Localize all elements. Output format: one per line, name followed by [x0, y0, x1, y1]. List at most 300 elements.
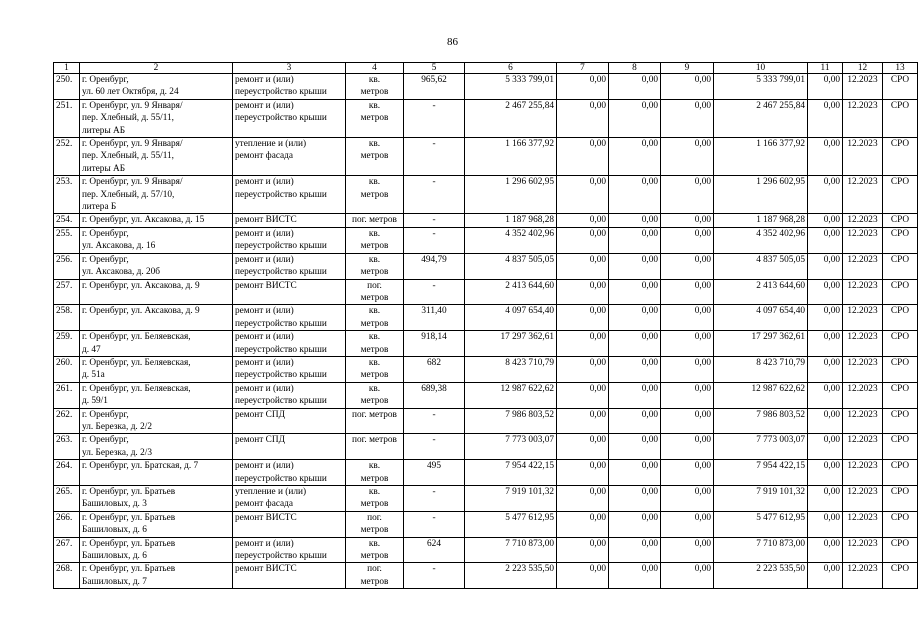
owner-funds-cell: 7 773 003,07 [714, 434, 808, 460]
address-cell [80, 382, 233, 408]
other-source-cell: 0,00 [661, 227, 714, 253]
work-type-cell-line: ремонт и (или) [235, 254, 294, 265]
address-cell [80, 460, 233, 486]
unit-cell-line: метров [360, 576, 389, 587]
work-type-cell-line: переустройство крыши [235, 113, 327, 124]
table-body [54, 63, 918, 589]
owner-funds-cell: 2 413 644,60 [714, 279, 808, 305]
unit-cell [346, 460, 404, 486]
unit-cell-line: пог. [367, 280, 382, 291]
method-cell: СРО [883, 74, 918, 100]
work-type-cell-line: утепление и (или) [235, 139, 307, 150]
work-type-cell-line: ремонт и (или) [235, 100, 294, 111]
fund-cell: 0,00 [557, 227, 609, 253]
unit-cell [346, 99, 404, 137]
method-cell: СРО [883, 434, 918, 460]
owner-funds-cell: 2 467 255,84 [714, 99, 808, 137]
address-cell [80, 537, 233, 563]
extra-cell: 0,00 [808, 563, 843, 589]
unit-cell-line: метров [360, 499, 389, 510]
unit-cell [346, 176, 404, 214]
budget-cell: 0,00 [609, 408, 661, 434]
address-cell [80, 434, 233, 460]
unit-cell-line: пог. [367, 512, 382, 523]
address-cell-line: пер. Хлебный, д. 55/11, [82, 151, 174, 162]
budget-cell: 0,00 [609, 305, 661, 331]
table-row [54, 176, 918, 214]
unit-cell-line: пог. метров [352, 215, 397, 226]
fund-cell: 0,00 [557, 511, 609, 537]
row-number: 254. [54, 214, 80, 227]
other-source-cell: 0,00 [661, 253, 714, 279]
address-cell [80, 253, 233, 279]
owner-funds-cell: 7 710 873,00 [714, 537, 808, 563]
work-type-cell-line: переустройство крыши [235, 267, 327, 278]
extra-cell: 0,00 [808, 214, 843, 227]
total-cost-cell: 7 919 101,32 [465, 486, 557, 512]
fund-cell: 0,00 [557, 305, 609, 331]
work-type-cell [233, 331, 346, 357]
column-header: 4 [346, 63, 404, 74]
owner-funds-cell: 7 954 422,15 [714, 460, 808, 486]
work-type-cell-line: ремонт СПД [235, 409, 285, 420]
table-row [54, 382, 918, 408]
unit-cell-line: кв. [368, 487, 381, 497]
unit-cell-line: кв. [368, 332, 381, 343]
total-cost-cell: 2 413 644,60 [465, 279, 557, 305]
unit-cell-line: метров [360, 525, 389, 536]
unit-cell [346, 331, 404, 357]
work-type-cell [233, 563, 346, 589]
other-source-cell: 0,00 [661, 486, 714, 512]
area-cell: - [404, 563, 465, 589]
extra-cell: 0,00 [808, 486, 843, 512]
total-cost-cell: 5 333 799,01 [465, 74, 557, 100]
deadline-cell: 12.2023 [843, 227, 883, 253]
column-header: 1 [54, 63, 80, 74]
row-number: 267. [54, 537, 80, 563]
deadline-cell: 12.2023 [843, 331, 883, 357]
address-cell-line: г. Оренбург, [82, 254, 129, 265]
deadline-cell: 12.2023 [843, 460, 883, 486]
unit-cell [346, 563, 404, 589]
extra-cell: 0,00 [808, 74, 843, 100]
address-cell-line: г. Оренбург, ул. Братьев [82, 487, 176, 497]
area-cell: 311,40 [404, 305, 465, 331]
address-cell-line: д. 47 [82, 344, 101, 355]
extra-cell: 0,00 [808, 138, 843, 176]
work-type-cell-line: ремонт фасада [235, 151, 294, 162]
work-type-cell [233, 356, 346, 382]
method-cell: СРО [883, 563, 918, 589]
table-row [54, 537, 918, 563]
total-cost-cell: 12 987 622,62 [465, 382, 557, 408]
total-cost-cell: 7 710 873,00 [465, 537, 557, 563]
address-cell-line: ул. Аксакова, д. 16 [82, 241, 156, 252]
other-source-cell: 0,00 [661, 356, 714, 382]
address-cell [80, 74, 233, 100]
owner-funds-cell: 2 223 535,50 [714, 563, 808, 589]
address-cell-line: литера Б [82, 202, 117, 213]
deadline-cell: 12.2023 [843, 176, 883, 214]
row-number: 257. [54, 279, 80, 305]
work-type-cell-line: переустройство крыши [235, 344, 327, 355]
work-type-cell-line: утепление и (или) [235, 487, 307, 497]
area-cell: - [404, 99, 465, 137]
deadline-cell: 12.2023 [843, 74, 883, 100]
unit-cell-line: кв. [368, 75, 381, 85]
table-row [54, 74, 918, 100]
unit-cell [346, 486, 404, 512]
total-cost-cell: 17 297 362,61 [465, 331, 557, 357]
address-cell [80, 563, 233, 589]
fund-cell: 0,00 [557, 408, 609, 434]
other-source-cell: 0,00 [661, 563, 714, 589]
fund-cell: 0,00 [557, 563, 609, 589]
table-row [54, 434, 918, 460]
area-cell: 965,62 [404, 74, 465, 100]
total-cost-cell: 2 467 255,84 [465, 99, 557, 137]
budget-cell: 0,00 [609, 99, 661, 137]
budget-cell: 0,00 [609, 227, 661, 253]
unit-cell-line: пог. метров [352, 435, 397, 446]
address-cell [80, 138, 233, 176]
work-type-cell [233, 214, 346, 227]
other-source-cell: 0,00 [661, 138, 714, 176]
unit-cell-line: кв. [368, 357, 381, 368]
deadline-cell: 12.2023 [843, 382, 883, 408]
other-source-cell: 0,00 [661, 511, 714, 537]
address-cell [80, 176, 233, 214]
work-type-cell-line: ремонт и (или) [235, 75, 294, 85]
budget-cell: 0,00 [609, 563, 661, 589]
owner-funds-cell: 4 352 402,96 [714, 227, 808, 253]
table-row [54, 408, 918, 434]
area-cell: - [404, 138, 465, 176]
other-source-cell: 0,00 [661, 382, 714, 408]
column-header: 12 [843, 63, 883, 74]
method-cell: СРО [883, 227, 918, 253]
extra-cell: 0,00 [808, 356, 843, 382]
budget-cell: 0,00 [609, 537, 661, 563]
method-cell: СРО [883, 408, 918, 434]
row-number: 264. [54, 460, 80, 486]
work-type-cell-line: переустройство крыши [235, 473, 327, 484]
table-row [54, 227, 918, 253]
other-source-cell: 0,00 [661, 279, 714, 305]
address-cell-line: ул. Березка, д. 2/2 [82, 421, 152, 432]
deadline-cell: 12.2023 [843, 356, 883, 382]
budget-cell: 0,00 [609, 253, 661, 279]
work-type-cell-line: переустройство крыши [235, 189, 327, 200]
work-type-cell [233, 382, 346, 408]
deadline-cell: 12.2023 [843, 305, 883, 331]
table-row [54, 138, 918, 176]
budget-cell: 0,00 [609, 460, 661, 486]
fund-cell: 0,00 [557, 99, 609, 137]
unit-cell-line: метров [360, 551, 389, 562]
unit-cell-line: метров [360, 370, 389, 381]
other-source-cell: 0,00 [661, 74, 714, 100]
total-cost-cell: 1 166 377,92 [465, 138, 557, 176]
work-type-cell-line: ремонт и (или) [235, 332, 294, 343]
extra-cell: 0,00 [808, 279, 843, 305]
table-row [54, 279, 918, 305]
address-cell-line: ул. 60 лет Октября, д. 24 [82, 87, 179, 98]
address-cell-line: г. Оренбург, ул. 9 Января/ [82, 100, 183, 111]
total-cost-cell: 2 223 535,50 [465, 563, 557, 589]
method-cell: СРО [883, 537, 918, 563]
address-cell-line: г. Оренбург, ул. Аксакова, д. 9 [82, 306, 200, 317]
fund-cell: 0,00 [557, 382, 609, 408]
row-number: 265. [54, 486, 80, 512]
row-number: 255. [54, 227, 80, 253]
owner-funds-cell: 4 097 654,40 [714, 305, 808, 331]
unit-cell [346, 511, 404, 537]
unit-cell [346, 279, 404, 305]
budget-cell: 0,00 [609, 331, 661, 357]
budget-cell: 0,00 [609, 279, 661, 305]
method-cell: СРО [883, 305, 918, 331]
address-cell-line: пер. Хлебный, д. 57/10, [82, 189, 175, 200]
method-cell: СРО [883, 511, 918, 537]
work-type-cell-line: ремонт и (или) [235, 357, 294, 368]
unit-cell-line: метров [360, 473, 389, 484]
address-cell-line: Башиловых, д. 6 [82, 525, 147, 536]
unit-cell-line: метров [360, 344, 389, 355]
row-number: 268. [54, 563, 80, 589]
unit-cell [346, 214, 404, 227]
address-cell-line: г. Оренбург, ул. Беляевская, [82, 383, 191, 394]
unit-cell-line: метров [360, 151, 389, 162]
address-cell-line: г. Оренбург, ул. Беляевская, [82, 357, 191, 368]
owner-funds-cell: 1 187 968,28 [714, 214, 808, 227]
address-cell [80, 408, 233, 434]
column-header: 7 [557, 63, 609, 74]
total-cost-cell: 4 097 654,40 [465, 305, 557, 331]
table-row [54, 214, 918, 227]
owner-funds-cell: 1 296 602,95 [714, 176, 808, 214]
work-type-cell [233, 486, 346, 512]
unit-cell [346, 227, 404, 253]
unit-cell-line: кв. [368, 461, 381, 472]
work-type-cell-line: ремонт и (или) [235, 383, 294, 394]
owner-funds-cell: 17 297 362,61 [714, 331, 808, 357]
unit-cell [346, 537, 404, 563]
address-cell-line: г. Оренбург, ул. Беляевская, [82, 332, 191, 343]
work-type-cell [233, 74, 346, 100]
budget-cell: 0,00 [609, 486, 661, 512]
address-cell-line: г. Оренбург, [82, 435, 129, 446]
owner-funds-cell: 12 987 622,62 [714, 382, 808, 408]
work-type-cell [233, 460, 346, 486]
work-type-cell-line: переустройство крыши [235, 241, 327, 252]
budget-cell: 0,00 [609, 138, 661, 176]
row-number: 251. [54, 99, 80, 137]
row-number: 253. [54, 176, 80, 214]
work-type-cell-line: переустройство крыши [235, 318, 327, 329]
address-cell-line: Башиловых, д. 7 [82, 576, 147, 587]
unit-cell-line: метров [360, 241, 389, 252]
other-source-cell: 0,00 [661, 460, 714, 486]
budget-cell: 0,00 [609, 356, 661, 382]
method-cell: СРО [883, 356, 918, 382]
table-row [54, 99, 918, 137]
address-cell-line: г. Оренбург, ул. Аксакова, д. 15 [82, 215, 205, 226]
method-cell: СРО [883, 486, 918, 512]
work-type-cell [233, 511, 346, 537]
total-cost-cell: 1 296 602,95 [465, 176, 557, 214]
area-cell: 682 [404, 356, 465, 382]
fund-cell: 0,00 [557, 434, 609, 460]
address-cell [80, 511, 233, 537]
area-cell: - [404, 227, 465, 253]
table-row [54, 563, 918, 589]
work-type-cell-line: ремонт СПД [235, 435, 285, 446]
unit-cell-line: метров [360, 396, 389, 407]
other-source-cell: 0,00 [661, 176, 714, 214]
address-cell-line: г. Оренбург, ул. Братьев [82, 538, 176, 549]
extra-cell: 0,00 [808, 511, 843, 537]
fund-cell: 0,00 [557, 486, 609, 512]
unit-cell [346, 434, 404, 460]
deadline-cell: 12.2023 [843, 408, 883, 434]
method-cell: СРО [883, 176, 918, 214]
row-number: 256. [54, 253, 80, 279]
row-number: 252. [54, 138, 80, 176]
area-cell: 624 [404, 537, 465, 563]
extra-cell: 0,00 [808, 382, 843, 408]
table-row [54, 305, 918, 331]
unit-cell-line: метров [360, 318, 389, 329]
address-cell-line: г. Оренбург, ул. Аксакова, д. 9 [82, 280, 200, 291]
column-header: 6 [465, 63, 557, 74]
other-source-cell: 0,00 [661, 305, 714, 331]
extra-cell: 0,00 [808, 537, 843, 563]
capital-repair-table [53, 62, 918, 589]
area-cell: 689,38 [404, 382, 465, 408]
address-cell-line: ул. Березка, д. 2/3 [82, 447, 152, 458]
address-cell [80, 486, 233, 512]
address-cell-line: г. Оренбург, [82, 75, 129, 85]
unit-cell-line: метров [360, 113, 389, 124]
unit-cell-line: метров [360, 267, 389, 278]
unit-cell-line: пог. [367, 564, 382, 575]
extra-cell: 0,00 [808, 434, 843, 460]
table-row [54, 460, 918, 486]
unit-cell-line: метров [360, 87, 389, 98]
work-type-cell [233, 279, 346, 305]
method-cell: СРО [883, 253, 918, 279]
column-header: 11 [808, 63, 843, 74]
unit-cell [346, 138, 404, 176]
budget-cell: 0,00 [609, 511, 661, 537]
other-source-cell: 0,00 [661, 434, 714, 460]
address-cell [80, 356, 233, 382]
extra-cell: 0,00 [808, 305, 843, 331]
table-row [54, 331, 918, 357]
row-number: 262. [54, 408, 80, 434]
other-source-cell: 0,00 [661, 99, 714, 137]
work-type-cell-line: ремонт ВИСТС [235, 512, 297, 523]
budget-cell: 0,00 [609, 214, 661, 227]
work-type-cell-line: переустройство крыши [235, 551, 327, 562]
address-cell [80, 305, 233, 331]
unit-cell-line: кв. [368, 538, 381, 549]
extra-cell: 0,00 [808, 253, 843, 279]
area-cell: - [404, 279, 465, 305]
budget-cell: 0,00 [609, 176, 661, 214]
row-number: 250. [54, 74, 80, 100]
unit-cell-line: кв. [368, 100, 381, 111]
unit-cell [346, 253, 404, 279]
work-type-cell [233, 537, 346, 563]
unit-cell-line: кв. [368, 228, 381, 239]
address-cell-line: г. Оренбург, ул. Братская, д. 7 [82, 461, 199, 472]
table-row [54, 253, 918, 279]
column-header: 5 [404, 63, 465, 74]
fund-cell: 0,00 [557, 74, 609, 100]
area-cell: - [404, 434, 465, 460]
fund-cell: 0,00 [557, 331, 609, 357]
work-type-cell-line: ремонт и (или) [235, 306, 294, 317]
total-cost-cell: 4 352 402,96 [465, 227, 557, 253]
address-cell-line: ул. Аксакова, д. 20б [82, 267, 161, 278]
other-source-cell: 0,00 [661, 214, 714, 227]
total-cost-cell: 7 773 003,07 [465, 434, 557, 460]
total-cost-cell: 7 954 422,15 [465, 460, 557, 486]
extra-cell: 0,00 [808, 408, 843, 434]
row-number: 260. [54, 356, 80, 382]
unit-cell-line: пог. метров [352, 409, 397, 420]
work-type-cell-line: ремонт ВИСТС [235, 215, 297, 226]
other-source-cell: 0,00 [661, 537, 714, 563]
area-cell: - [404, 486, 465, 512]
work-type-cell [233, 176, 346, 214]
fund-cell: 0,00 [557, 253, 609, 279]
method-cell: СРО [883, 382, 918, 408]
column-header: 3 [233, 63, 346, 74]
budget-cell: 0,00 [609, 74, 661, 100]
method-cell: СРО [883, 331, 918, 357]
owner-funds-cell: 4 837 505,05 [714, 253, 808, 279]
address-cell-line: г. Оренбург, [82, 228, 129, 239]
total-cost-cell: 7 986 803,52 [465, 408, 557, 434]
work-type-cell-line: ремонт и (или) [235, 228, 294, 239]
address-cell-line: г. Оренбург, ул. Братьев [82, 564, 176, 575]
deadline-cell: 12.2023 [843, 99, 883, 137]
deadline-cell: 12.2023 [843, 434, 883, 460]
method-cell: СРО [883, 138, 918, 176]
work-type-cell [233, 227, 346, 253]
row-number: 259. [54, 331, 80, 357]
area-cell: 495 [404, 460, 465, 486]
address-cell-line: литеры АБ [82, 163, 126, 174]
table-header-row [54, 63, 918, 74]
address-cell-line: Башиловых, д. 3 [82, 499, 147, 510]
column-header: 2 [80, 63, 233, 74]
unit-cell-line: кв. [368, 254, 381, 265]
method-cell: СРО [883, 99, 918, 137]
work-type-cell [233, 434, 346, 460]
total-cost-cell: 4 837 505,05 [465, 253, 557, 279]
column-header: 8 [609, 63, 661, 74]
column-header: 13 [883, 63, 918, 74]
area-cell: - [404, 511, 465, 537]
unit-cell [346, 408, 404, 434]
owner-funds-cell: 8 423 710,79 [714, 356, 808, 382]
row-number: 258. [54, 305, 80, 331]
